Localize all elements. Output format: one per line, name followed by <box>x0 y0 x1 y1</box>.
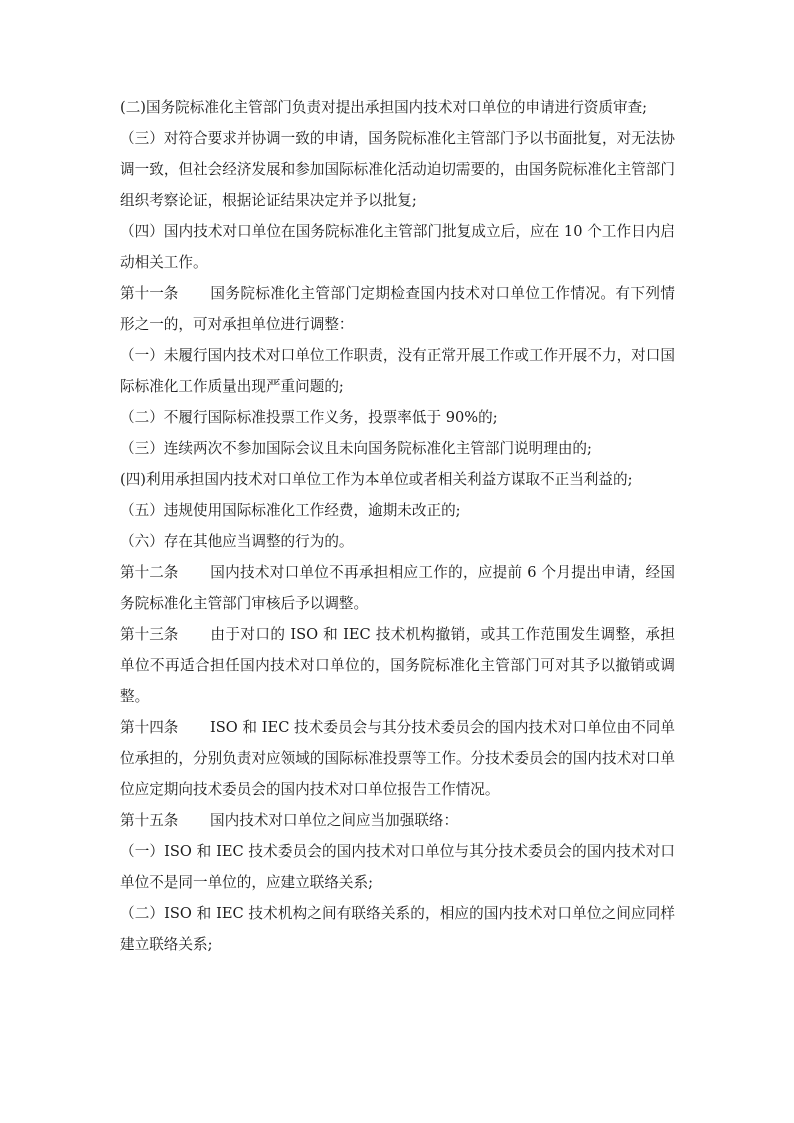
article-13: 第十三条 由于对口的 ISO 和 IEC 技术机构撤销，或其工作范围发生调整，承担单位不再适合担任国内技术对口单位的，国务院标准化主管部门可对其予以撤销或调整。 <box>120 619 675 712</box>
article-11-item-1: （一）未履行国内技术对口单位工作职责，没有正常开展工作或工作开展不力，对口国际标准化工作质量出现严重问题的; <box>120 347 675 395</box>
article-15-item-2: （二）ISO 和 IEC 技术机构之间有联络关系的，相应的国内技术对口单位之间应同样建立联络关系; <box>120 905 675 953</box>
article-11-item-4: (四)利用承担国内技术对口单位工作为本单位或者相关利益方谋取不正当利益的; <box>120 471 633 488</box>
document-page <box>120 92 675 960</box>
article-15-item-1: （一）ISO 和 IEC 技术委员会的国内技术对口单位与其分技术委员会的国内技术对口单位不是同一单位的，应建立联络关系; <box>120 843 675 891</box>
article-11-item-6: （六）存在其他应当调整的行为的。 <box>120 533 354 550</box>
article-label: 第十五条 <box>120 812 179 829</box>
article-11: 第十一条 国务院标准化主管部门定期检查国内技术对口单位工作情况。有下列情形之一的，可对承担单位进行调整： <box>120 278 675 340</box>
paragraph-clause-3: （三）对符合要求并协调一致的申请，国务院标准化主管部门予以书面批复，对无法协调一致，但社会经济发展和参加国际标准化活动迫切需要的，由国务院标准化主管部门组织考察论证，根据论证结果决定并予以批复; <box>120 130 675 209</box>
paragraph-clause-2: (二)国务院标准化主管部门负责对提出承担国内技术对口单位的申请进行资质审查; <box>120 99 648 116</box>
article-label: 第十四条 <box>120 719 179 736</box>
article-label: 第十三条 <box>120 626 179 643</box>
article-11-item-3: （三）连续两次不参加国际会议且未向国务院标准化主管部门说明理由的; <box>120 440 592 457</box>
article-15: 第十五条 国内技术对口单位之间应当加强联络： <box>120 805 675 836</box>
article-12: 第十二条 国内技术对口单位不再承担相应工作的，应提前 6 个月提出申请，经国务院标准化主管部门审核后予以调整。 <box>120 557 675 619</box>
paragraph-clause-4: （四）国内技术对口单位在国务院标准化主管部门批复成立后，应在 10 个工作日内启动相关工作。 <box>120 223 675 271</box>
article-label: 第十一条 <box>120 285 179 302</box>
article-label: 第十二条 <box>120 564 179 581</box>
article-11-item-5: （五）违规使用国际标准化工作经费，逾期未改正的; <box>120 502 461 519</box>
article-11-item-2: （二）不履行国际标准投票工作义务，投票率低于 90%的; <box>120 409 498 426</box>
article-14: 第十四条 ISO 和 IEC 技术委员会与其分技术委员会的国内技术对口单位由不同单位承担的，分别负责对应领域的国际标准投票等工作。分技术委员会的国内技术对口单位应定期向技术委员会的国内技术对口单位报告工作情况。 <box>120 712 675 805</box>
